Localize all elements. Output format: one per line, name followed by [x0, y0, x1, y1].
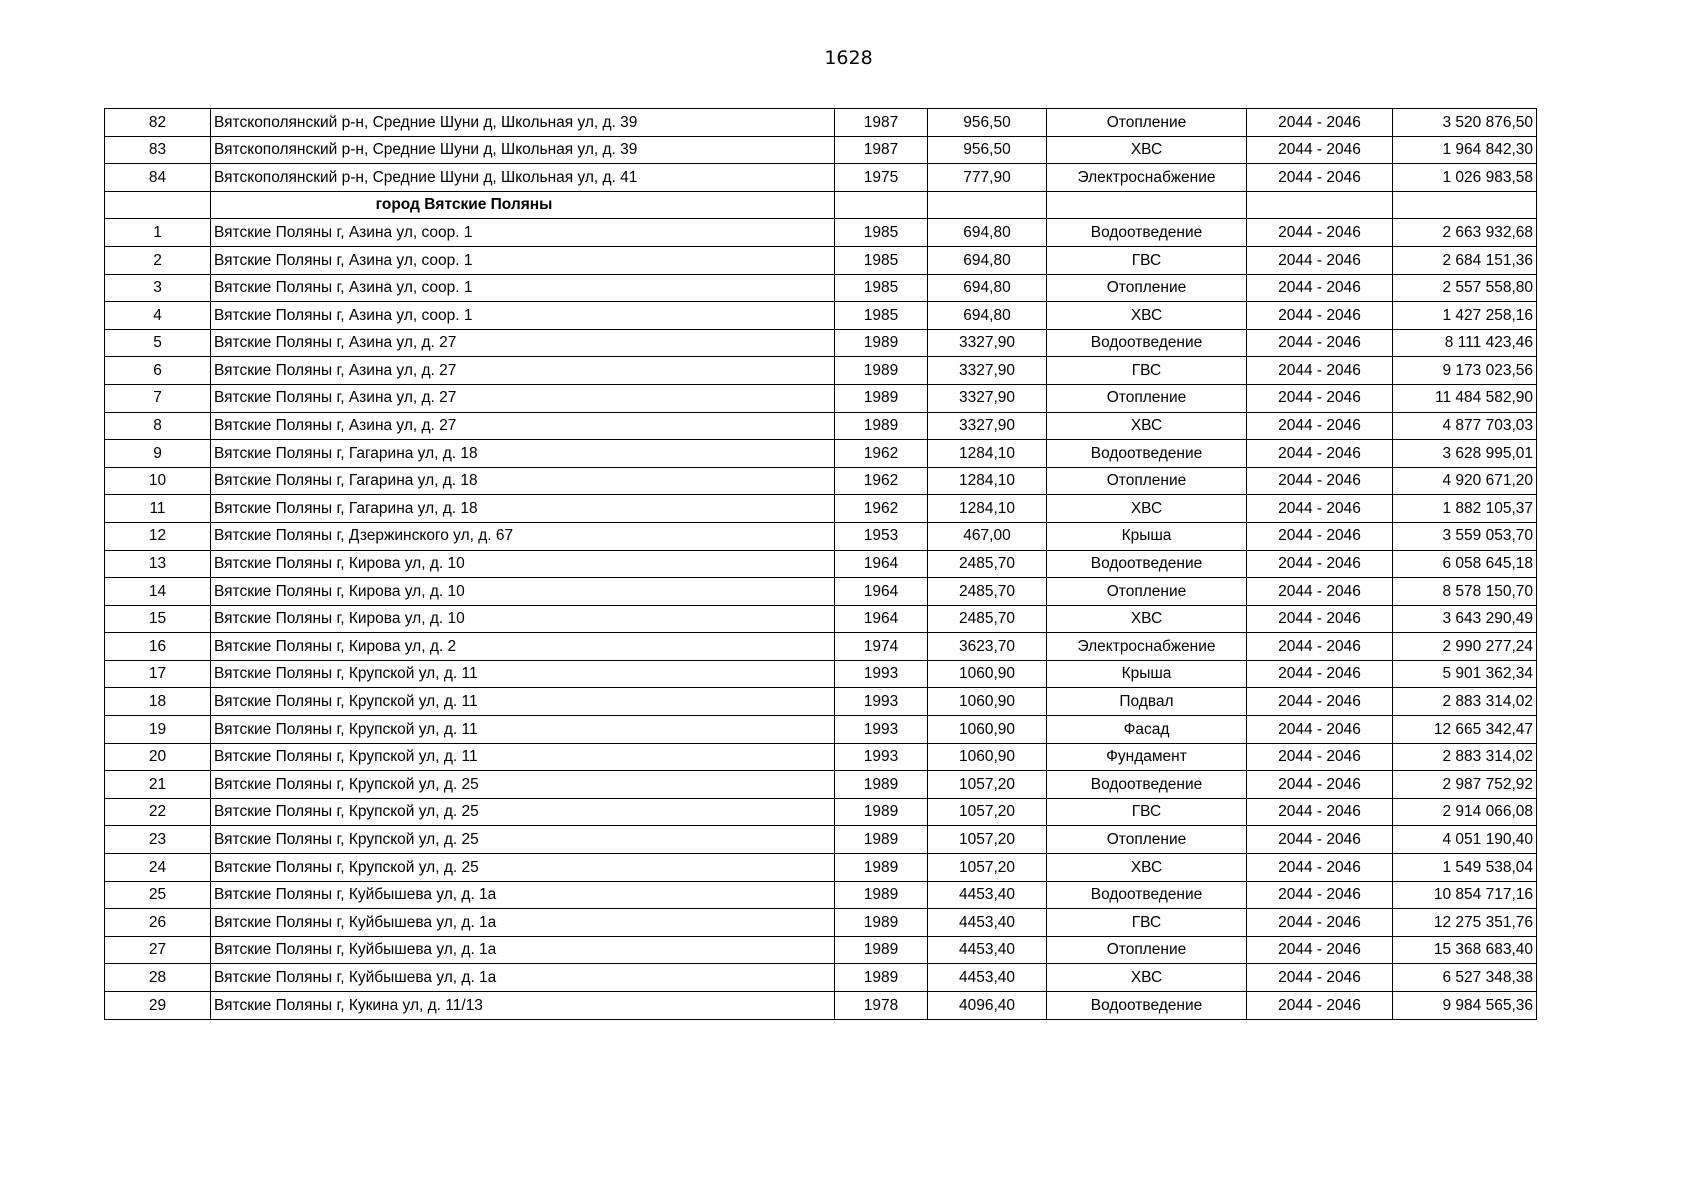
row-number-cell: 28 [105, 964, 211, 992]
period-cell: 2044 - 2046 [1247, 467, 1393, 495]
address-cell: Вятскополянский р-н, Средние Шуни д, Школьная ул, д. 41 [211, 164, 835, 192]
area-cell: 3327,90 [928, 329, 1047, 357]
page-number: 1628 [824, 47, 873, 69]
work-type-cell: Электроснабжение [1047, 164, 1247, 192]
address-cell: Вятскополянский р-н, Средние Шуни д, Школьная ул, д. 39 [211, 109, 835, 137]
build-year-cell [835, 191, 928, 219]
row-number-cell: 8 [105, 412, 211, 440]
cost-cell: 4 920 671,20 [1393, 467, 1537, 495]
area-cell: 1057,20 [928, 826, 1047, 854]
build-year-cell: 1964 [835, 578, 928, 606]
build-year-cell: 1975 [835, 164, 928, 192]
area-cell [928, 191, 1047, 219]
work-type-cell: Водоотведение [1047, 881, 1247, 909]
cost-cell: 1 882 105,37 [1393, 495, 1537, 523]
work-type-cell: ГВС [1047, 246, 1247, 274]
period-cell: 2044 - 2046 [1247, 605, 1393, 633]
period-cell: 2044 - 2046 [1247, 302, 1393, 330]
cost-cell: 3 559 053,70 [1393, 522, 1537, 550]
area-cell: 1284,10 [928, 495, 1047, 523]
row-number-cell: 23 [105, 826, 211, 854]
build-year-cell: 1978 [835, 992, 928, 1020]
work-type-cell: Отопление [1047, 109, 1247, 137]
build-year-cell: 1987 [835, 109, 928, 137]
address-cell: Вятские Поляны г, Кирова ул, д. 10 [211, 578, 835, 606]
cost-cell: 2 663 932,68 [1393, 219, 1537, 247]
row-number-cell: 2 [105, 246, 211, 274]
address-cell: Вятские Поляны г, Азина ул, д. 27 [211, 329, 835, 357]
row-number-cell: 24 [105, 854, 211, 882]
address-cell: Вятские Поляны г, Кирова ул, д. 10 [211, 605, 835, 633]
cost-cell: 15 368 683,40 [1393, 936, 1537, 964]
build-year-cell: 1989 [835, 329, 928, 357]
work-type-cell: Электроснабжение [1047, 633, 1247, 661]
area-cell: 1060,90 [928, 743, 1047, 771]
build-year-cell: 1993 [835, 716, 928, 744]
build-year-cell: 1989 [835, 771, 928, 799]
work-type-cell: ГВС [1047, 909, 1247, 937]
build-year-cell: 1989 [835, 826, 928, 854]
address-cell: Вятские Поляны г, Крупской ул, д. 11 [211, 743, 835, 771]
cost-cell: 12 665 342,47 [1393, 716, 1537, 744]
area-cell: 1057,20 [928, 798, 1047, 826]
area-cell: 1284,10 [928, 440, 1047, 468]
period-cell: 2044 - 2046 [1247, 550, 1393, 578]
address-cell: Вятские Поляны г, Куйбышева ул, д. 1а [211, 881, 835, 909]
address-cell: Вятские Поляны г, Куйбышева ул, д. 1а [211, 936, 835, 964]
row-number-cell: 1 [105, 219, 211, 247]
build-year-cell: 1989 [835, 964, 928, 992]
work-type-cell: ГВС [1047, 357, 1247, 385]
build-year-cell: 1989 [835, 854, 928, 882]
address-cell: Вятские Поляны г, Крупской ул, д. 25 [211, 771, 835, 799]
repair-schedule-table [104, 108, 1537, 1020]
build-year-cell: 1989 [835, 881, 928, 909]
row-number-cell: 29 [105, 992, 211, 1020]
area-cell: 467,00 [928, 522, 1047, 550]
cost-cell: 1 427 258,16 [1393, 302, 1537, 330]
build-year-cell: 1974 [835, 633, 928, 661]
area-cell: 694,80 [928, 302, 1047, 330]
work-type-cell: Крыша [1047, 522, 1247, 550]
address-cell: Вятские Поляны г, Азина ул, соор. 1 [211, 219, 835, 247]
work-type-cell: Отопление [1047, 384, 1247, 412]
table-row [105, 109, 1537, 137]
area-cell: 4453,40 [928, 936, 1047, 964]
section-header-row [105, 191, 1537, 219]
area-cell: 956,50 [928, 109, 1047, 137]
build-year-cell: 1989 [835, 357, 928, 385]
table-row [105, 854, 1537, 882]
area-cell: 777,90 [928, 164, 1047, 192]
area-cell: 2485,70 [928, 578, 1047, 606]
area-cell: 1057,20 [928, 854, 1047, 882]
cost-cell: 1 964 842,30 [1393, 136, 1537, 164]
work-type-cell: Отопление [1047, 578, 1247, 606]
address-cell: Вятские Поляны г, Азина ул, д. 27 [211, 357, 835, 385]
address-cell: Вятские Поляны г, Азина ул, д. 27 [211, 412, 835, 440]
period-cell: 2044 - 2046 [1247, 246, 1393, 274]
row-number-cell [105, 191, 211, 219]
cost-cell: 10 854 717,16 [1393, 881, 1537, 909]
area-cell: 694,80 [928, 274, 1047, 302]
cost-cell: 6 058 645,18 [1393, 550, 1537, 578]
period-cell: 2044 - 2046 [1247, 633, 1393, 661]
period-cell: 2044 - 2046 [1247, 798, 1393, 826]
period-cell: 2044 - 2046 [1247, 274, 1393, 302]
period-cell: 2044 - 2046 [1247, 384, 1393, 412]
table-row [105, 164, 1537, 192]
work-type-cell: Отопление [1047, 936, 1247, 964]
cost-cell: 2 914 066,08 [1393, 798, 1537, 826]
row-number-cell: 12 [105, 522, 211, 550]
address-cell: Вятские Поляны г, Гагарина ул, д. 18 [211, 467, 835, 495]
cost-cell: 3 628 995,01 [1393, 440, 1537, 468]
period-cell: 2044 - 2046 [1247, 136, 1393, 164]
work-type-cell: Отопление [1047, 467, 1247, 495]
table-row [105, 246, 1537, 274]
build-year-cell: 1962 [835, 467, 928, 495]
section-title: город Вятские Поляны [211, 191, 835, 219]
build-year-cell: 1985 [835, 302, 928, 330]
cost-cell: 8 111 423,46 [1393, 329, 1537, 357]
table-row [105, 688, 1537, 716]
row-number-cell: 15 [105, 605, 211, 633]
table-row [105, 633, 1537, 661]
area-cell: 1060,90 [928, 688, 1047, 716]
cost-cell: 9 984 565,36 [1393, 992, 1537, 1020]
period-cell: 2044 - 2046 [1247, 743, 1393, 771]
area-cell: 2485,70 [928, 605, 1047, 633]
row-number-cell: 83 [105, 136, 211, 164]
period-cell: 2044 - 2046 [1247, 219, 1393, 247]
period-cell: 2044 - 2046 [1247, 771, 1393, 799]
table-body [105, 109, 1537, 1020]
work-type-cell: ХВС [1047, 136, 1247, 164]
area-cell: 694,80 [928, 246, 1047, 274]
work-type-cell: ХВС [1047, 495, 1247, 523]
build-year-cell: 1985 [835, 219, 928, 247]
cost-cell: 8 578 150,70 [1393, 578, 1537, 606]
work-type-cell: Водоотведение [1047, 550, 1247, 578]
work-type-cell: Отопление [1047, 826, 1247, 854]
build-year-cell: 1985 [835, 246, 928, 274]
period-cell: 2044 - 2046 [1247, 329, 1393, 357]
build-year-cell: 1993 [835, 743, 928, 771]
cost-cell: 9 173 023,56 [1393, 357, 1537, 385]
cost-cell [1393, 191, 1537, 219]
address-cell: Вятские Поляны г, Азина ул, соор. 1 [211, 246, 835, 274]
period-cell: 2044 - 2046 [1247, 964, 1393, 992]
table-row [105, 136, 1537, 164]
area-cell: 1060,90 [928, 660, 1047, 688]
address-cell: Вятские Поляны г, Крупской ул, д. 25 [211, 798, 835, 826]
work-type-cell: ХВС [1047, 605, 1247, 633]
row-number-cell: 20 [105, 743, 211, 771]
address-cell: Вятские Поляны г, Кирова ул, д. 2 [211, 633, 835, 661]
table-row [105, 495, 1537, 523]
cost-cell: 3 643 290,49 [1393, 605, 1537, 633]
period-cell: 2044 - 2046 [1247, 854, 1393, 882]
build-year-cell: 1993 [835, 660, 928, 688]
cost-cell: 4 051 190,40 [1393, 826, 1537, 854]
row-number-cell: 10 [105, 467, 211, 495]
build-year-cell: 1989 [835, 909, 928, 937]
address-cell: Вятские Поляны г, Азина ул, соор. 1 [211, 302, 835, 330]
area-cell: 956,50 [928, 136, 1047, 164]
build-year-cell: 1962 [835, 440, 928, 468]
cost-cell: 4 877 703,03 [1393, 412, 1537, 440]
work-type-cell: Фундамент [1047, 743, 1247, 771]
address-cell: Вятскополянский р-н, Средние Шуни д, Школьная ул, д. 39 [211, 136, 835, 164]
row-number-cell: 11 [105, 495, 211, 523]
row-number-cell: 9 [105, 440, 211, 468]
row-number-cell: 14 [105, 578, 211, 606]
address-cell: Вятские Поляны г, Азина ул, д. 27 [211, 384, 835, 412]
cost-cell: 1 549 538,04 [1393, 854, 1537, 882]
row-number-cell: 26 [105, 909, 211, 937]
work-type-cell [1047, 191, 1247, 219]
area-cell: 3327,90 [928, 357, 1047, 385]
period-cell: 2044 - 2046 [1247, 357, 1393, 385]
table-row [105, 798, 1537, 826]
build-year-cell: 1964 [835, 605, 928, 633]
build-year-cell: 1987 [835, 136, 928, 164]
cost-cell: 12 275 351,76 [1393, 909, 1537, 937]
table-row [105, 826, 1537, 854]
work-type-cell: Водоотведение [1047, 329, 1247, 357]
row-number-cell: 84 [105, 164, 211, 192]
work-type-cell: ГВС [1047, 798, 1247, 826]
area-cell: 4096,40 [928, 992, 1047, 1020]
row-number-cell: 16 [105, 633, 211, 661]
row-number-cell: 17 [105, 660, 211, 688]
row-number-cell: 5 [105, 329, 211, 357]
table-row [105, 440, 1537, 468]
row-number-cell: 21 [105, 771, 211, 799]
work-type-cell: Водоотведение [1047, 440, 1247, 468]
period-cell [1247, 191, 1393, 219]
area-cell: 1057,20 [928, 771, 1047, 799]
table-row [105, 716, 1537, 744]
table-row [105, 357, 1537, 385]
table-row [105, 412, 1537, 440]
work-type-cell: ХВС [1047, 854, 1247, 882]
period-cell: 2044 - 2046 [1247, 992, 1393, 1020]
table-row [105, 936, 1537, 964]
period-cell: 2044 - 2046 [1247, 109, 1393, 137]
work-type-cell: ХВС [1047, 964, 1247, 992]
table-row [105, 992, 1537, 1020]
cost-cell: 2 990 277,24 [1393, 633, 1537, 661]
build-year-cell: 1989 [835, 936, 928, 964]
table-row [105, 881, 1537, 909]
address-cell: Вятские Поляны г, Куйбышева ул, д. 1а [211, 909, 835, 937]
work-type-cell: Водоотведение [1047, 992, 1247, 1020]
table-row [105, 964, 1537, 992]
table-row [105, 660, 1537, 688]
table-row [105, 771, 1537, 799]
period-cell: 2044 - 2046 [1247, 440, 1393, 468]
build-year-cell: 1985 [835, 274, 928, 302]
period-cell: 2044 - 2046 [1247, 495, 1393, 523]
area-cell: 3623,70 [928, 633, 1047, 661]
area-cell: 1284,10 [928, 467, 1047, 495]
row-number-cell: 82 [105, 109, 211, 137]
build-year-cell: 1964 [835, 550, 928, 578]
period-cell: 2044 - 2046 [1247, 936, 1393, 964]
table-row [105, 329, 1537, 357]
table-row [105, 909, 1537, 937]
table-row [105, 522, 1537, 550]
table-row [105, 578, 1537, 606]
address-cell: Вятские Поляны г, Крупской ул, д. 25 [211, 826, 835, 854]
address-cell: Вятские Поляны г, Гагарина ул, д. 18 [211, 440, 835, 468]
table-row [105, 467, 1537, 495]
table-row [105, 605, 1537, 633]
work-type-cell: Крыша [1047, 660, 1247, 688]
table-row [105, 743, 1537, 771]
row-number-cell: 4 [105, 302, 211, 330]
area-cell: 3327,90 [928, 384, 1047, 412]
cost-cell: 2 557 558,80 [1393, 274, 1537, 302]
address-cell: Вятские Поляны г, Дзержинского ул, д. 67 [211, 522, 835, 550]
row-number-cell: 6 [105, 357, 211, 385]
period-cell: 2044 - 2046 [1247, 909, 1393, 937]
build-year-cell: 1953 [835, 522, 928, 550]
cost-cell: 2 883 314,02 [1393, 743, 1537, 771]
work-type-cell: Отопление [1047, 274, 1247, 302]
cost-cell: 6 527 348,38 [1393, 964, 1537, 992]
area-cell: 4453,40 [928, 964, 1047, 992]
cost-cell: 3 520 876,50 [1393, 109, 1537, 137]
build-year-cell: 1989 [835, 384, 928, 412]
work-type-cell: Фасад [1047, 716, 1247, 744]
build-year-cell: 1962 [835, 495, 928, 523]
table-row [105, 219, 1537, 247]
row-number-cell: 7 [105, 384, 211, 412]
area-cell: 2485,70 [928, 550, 1047, 578]
address-cell: Вятские Поляны г, Кукина ул, д. 11/13 [211, 992, 835, 1020]
cost-cell: 2 883 314,02 [1393, 688, 1537, 716]
period-cell: 2044 - 2046 [1247, 578, 1393, 606]
area-cell: 4453,40 [928, 909, 1047, 937]
row-number-cell: 27 [105, 936, 211, 964]
table-row [105, 384, 1537, 412]
period-cell: 2044 - 2046 [1247, 660, 1393, 688]
address-cell: Вятские Поляны г, Куйбышева ул, д. 1а [211, 964, 835, 992]
area-cell: 694,80 [928, 219, 1047, 247]
address-cell: Вятские Поляны г, Азина ул, соор. 1 [211, 274, 835, 302]
period-cell: 2044 - 2046 [1247, 164, 1393, 192]
row-number-cell: 3 [105, 274, 211, 302]
work-type-cell: Подвал [1047, 688, 1247, 716]
cost-cell: 5 901 362,34 [1393, 660, 1537, 688]
address-cell: Вятские Поляны г, Крупской ул, д. 11 [211, 660, 835, 688]
row-number-cell: 18 [105, 688, 211, 716]
table-row [105, 274, 1537, 302]
area-cell: 1060,90 [928, 716, 1047, 744]
cost-cell: 2 987 752,92 [1393, 771, 1537, 799]
build-year-cell: 1993 [835, 688, 928, 716]
address-cell: Вятские Поляны г, Кирова ул, д. 10 [211, 550, 835, 578]
cost-cell: 1 026 983,58 [1393, 164, 1537, 192]
period-cell: 2044 - 2046 [1247, 716, 1393, 744]
row-number-cell: 22 [105, 798, 211, 826]
row-number-cell: 25 [105, 881, 211, 909]
work-type-cell: Водоотведение [1047, 771, 1247, 799]
table-row [105, 550, 1537, 578]
row-number-cell: 13 [105, 550, 211, 578]
period-cell: 2044 - 2046 [1247, 881, 1393, 909]
period-cell: 2044 - 2046 [1247, 688, 1393, 716]
build-year-cell: 1989 [835, 412, 928, 440]
period-cell: 2044 - 2046 [1247, 522, 1393, 550]
cost-cell: 11 484 582,90 [1393, 384, 1537, 412]
work-type-cell: ХВС [1047, 302, 1247, 330]
work-type-cell: Водоотведение [1047, 219, 1247, 247]
address-cell: Вятские Поляны г, Крупской ул, д. 25 [211, 854, 835, 882]
area-cell: 3327,90 [928, 412, 1047, 440]
row-number-cell: 19 [105, 716, 211, 744]
area-cell: 4453,40 [928, 881, 1047, 909]
cost-cell: 2 684 151,36 [1393, 246, 1537, 274]
address-cell: Вятские Поляны г, Крупской ул, д. 11 [211, 716, 835, 744]
table-row [105, 302, 1537, 330]
period-cell: 2044 - 2046 [1247, 826, 1393, 854]
work-type-cell: ХВС [1047, 412, 1247, 440]
address-cell: Вятские Поляны г, Крупской ул, д. 11 [211, 688, 835, 716]
address-cell: Вятские Поляны г, Гагарина ул, д. 18 [211, 495, 835, 523]
period-cell: 2044 - 2046 [1247, 412, 1393, 440]
build-year-cell: 1989 [835, 798, 928, 826]
